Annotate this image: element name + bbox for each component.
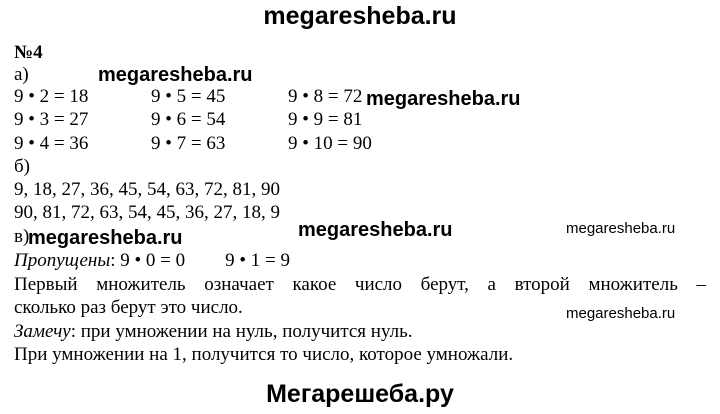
paragraph-line-2: сколько раз берут это число. — [14, 297, 243, 318]
equation-r3-c1: 9 • 4 = 36 — [14, 133, 89, 154]
equation-r3-c2: 9 • 7 = 63 — [151, 133, 226, 154]
sequence-ascending: 9, 18, 27, 36, 45, 54, 63, 72, 81, 90 — [14, 179, 280, 200]
missed-expr-2: 9 • 1 = 9 — [225, 250, 290, 271]
missed-line — [14, 250, 290, 272]
header-watermark: megaresheba.ru — [263, 2, 457, 30]
footer-watermark: Мегарешеба.ру — [266, 380, 454, 408]
missed-expr-1: : 9 • 0 = 0 — [110, 250, 186, 271]
equation-r1-c1: 9 • 2 = 18 — [14, 86, 89, 107]
small-watermark: megaresheba.ru — [566, 220, 676, 237]
equation-r1-c3: 9 • 8 = 72 — [288, 86, 363, 107]
part-b-label: б) — [14, 156, 30, 177]
part-a-label: а) — [14, 64, 29, 85]
inline-watermark: megaresheba.ru — [98, 64, 253, 86]
note-text: : при умножении на нуль, получится нуль. — [70, 321, 413, 342]
note-label: Замечу — [14, 321, 71, 342]
inline-watermark: megaresheba.ru — [366, 88, 521, 110]
equation-r2-c3: 9 • 9 = 81 — [288, 109, 363, 130]
note-line — [14, 321, 413, 343]
equation-r2-c1: 9 • 3 = 27 — [14, 109, 89, 130]
paragraph-line-1: Первый множитель означает какое число берут, а второй множитель – — [14, 274, 706, 295]
last-line: При умножении на 1, получится то число, которое умножали. — [14, 344, 514, 365]
part-v-label: в) — [14, 226, 30, 247]
equation-r2-c2: 9 • 6 = 54 — [151, 109, 226, 130]
missed-label: Пропущены — [14, 250, 111, 271]
small-watermark: megaresheba.ru — [566, 305, 676, 322]
task-number: №4 — [14, 42, 43, 63]
sequence-descending: 90, 81, 72, 63, 54, 45, 36, 27, 18, 9 — [14, 202, 280, 223]
inline-watermark: megaresheba.ru — [298, 219, 453, 241]
equation-r1-c2: 9 • 5 = 45 — [151, 86, 226, 107]
equation-r3-c3: 9 • 10 = 90 — [288, 133, 372, 154]
inline-watermark: megaresheba.ru — [28, 227, 183, 249]
